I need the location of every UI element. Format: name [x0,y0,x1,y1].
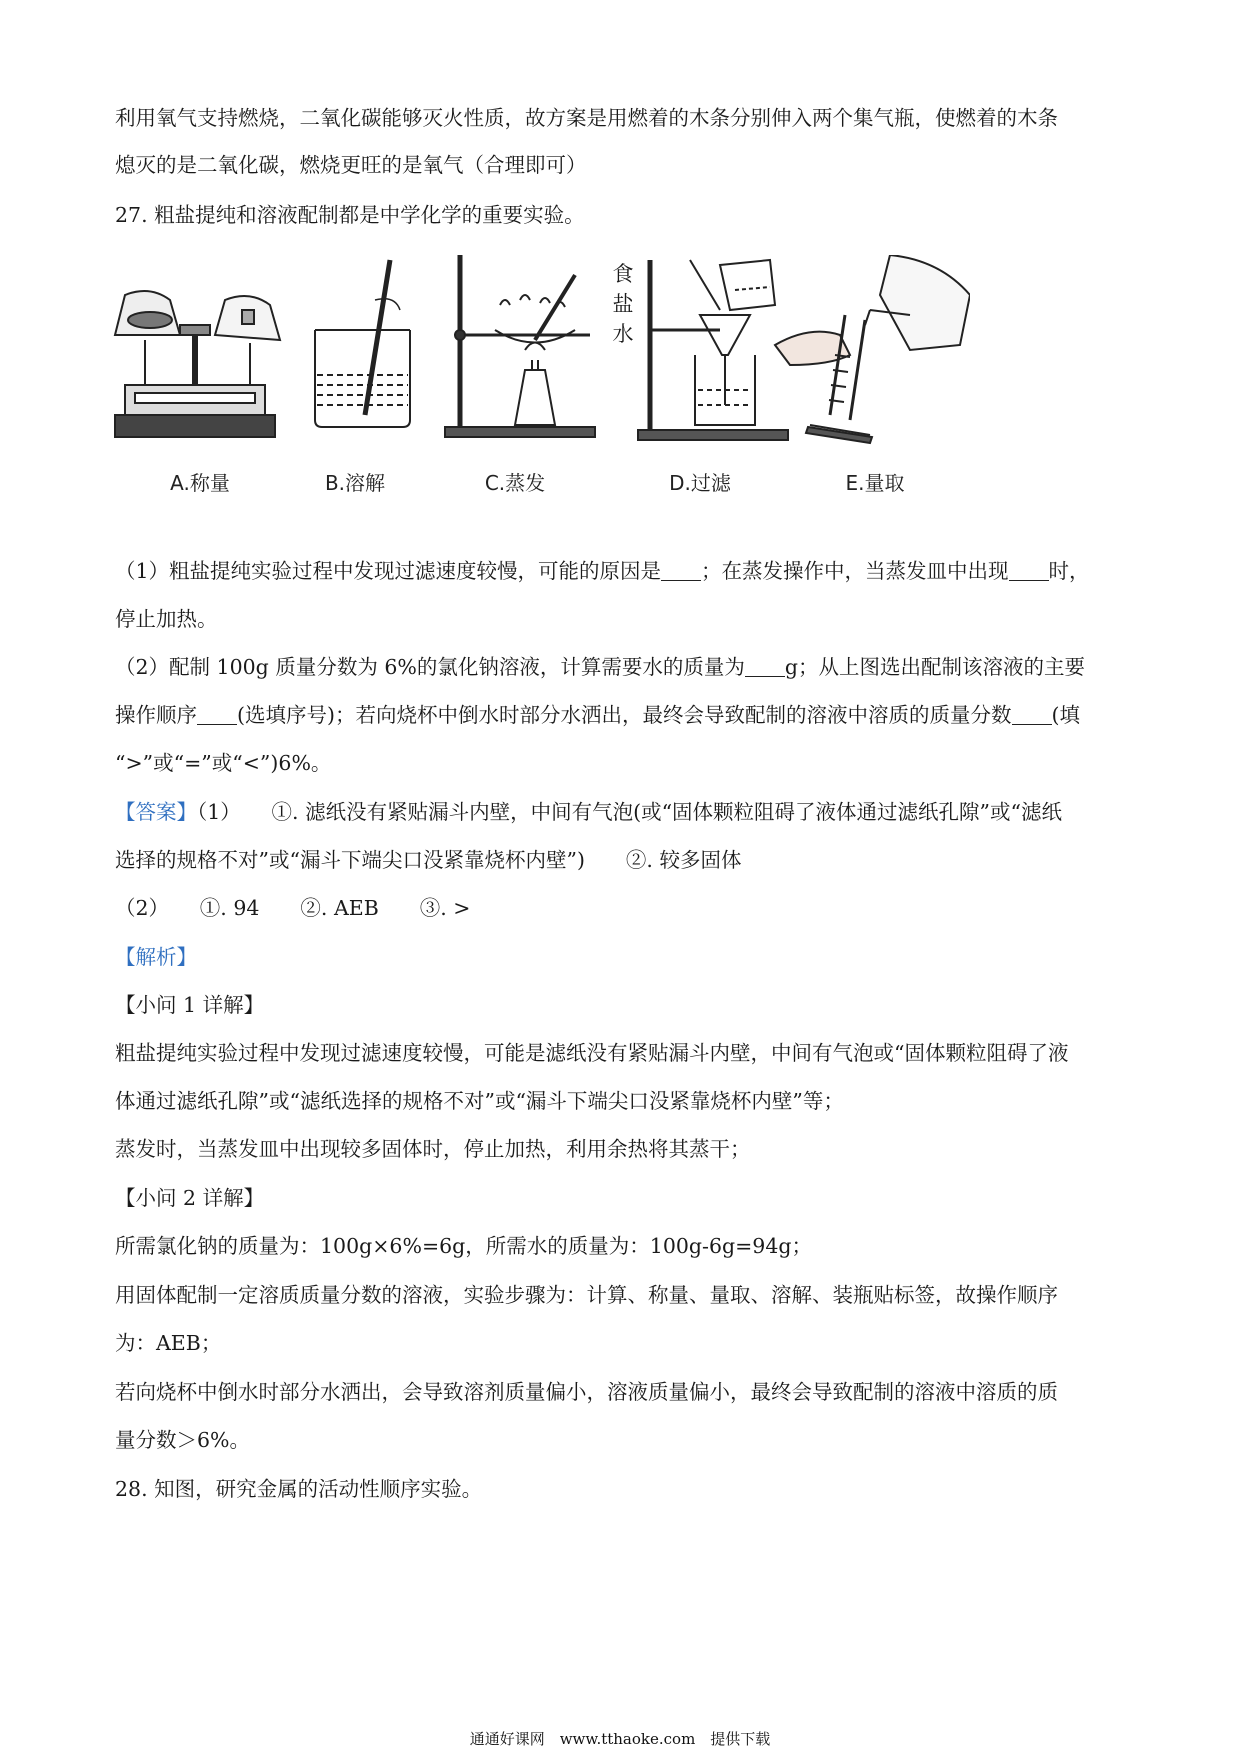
label-shui: 水 [612,322,634,346]
page-footer: 通通好课网 www.tthaoke.com 提供下载 [469,1730,771,1748]
question-28-title: 28. 知图，研究金属的活动性顺序实验。 [115,1477,483,1501]
measuring-drawing [770,255,970,525]
text-line: 熄灭的是二氧化碳，燃烧更旺的是氧气（合理即可） [115,153,587,177]
answer-label: 【答案】 [115,800,197,824]
text-line: 体通过滤纸孔隙”或“滤纸选择的规格不对”或“漏斗下端尖口没紧靠烧杯内壁”等； [115,1089,844,1113]
question-27-part2 [115,652,1135,682]
question-text: g；从上图选出配制该溶液的主要 [784,655,1085,679]
answer-line-1 [115,797,1135,827]
analysis-label: 【解析】 [115,945,197,969]
evaporation-drawing [440,255,634,525]
caption-a: A.称量 [170,471,230,495]
text-line: 选择的规格不对”或“漏斗下端尖口没紧靠烧杯内壁”) ②. 较多固体 [115,848,742,872]
question-text: （2）配制 100g 质量分数为 6%的氯化钠溶液，计算需要水的质量为 [115,655,745,679]
beaker-drawing [275,255,445,525]
text-line: 所需氯化钠的质量为：100g×6%=6g，所需水的质量为：100g-6g=94g； [115,1234,813,1258]
question-text: 操作顺序 [115,703,197,727]
answer-blank [1009,560,1049,581]
question-27-title: 27. 粗盐提纯和溶液配制都是中学化学的重要实验。 [115,203,585,227]
text-line: 利用氧气支持燃烧，二氧化碳能够灭火性质，故方案是用燃着的木条分别伸入两个集气瓶，使燃着的木条 [115,106,1058,130]
subheading: 【小问 2 详解】 [115,1186,265,1210]
question-27-part2-cont [115,700,1135,730]
caption-e: E.量取 [845,471,905,495]
question-27-part1 [115,556,1135,586]
text-line: 若向烧杯中倒水时部分水洒出，会导致溶剂质量偏小，溶液质量偏小，最终会导致配制的溶液中溶质的质 [115,1380,1058,1404]
answer-text: （1） ①. 滤纸没有紧贴漏斗内壁，中间有气泡(或“固体颗粒阻碍了液体通过滤纸孔隙”或“滤纸 [197,800,1063,824]
answer-blank [197,704,237,725]
subheading: 【小问 1 详解】 [115,993,265,1017]
balance-drawing [110,255,290,525]
text-line: 粗盐提纯实验过程中发现过滤速度较慢，可能是滤纸没有紧贴漏斗内壁，中间有气泡或“固体颗粒阻碍了液 [115,1041,1069,1065]
text-line: “>”或“=”或“<”)6%。 [115,751,332,775]
question-text: (选填序号)；若向烧杯中倒水时部分水洒出，最终会导致配制的溶液中溶质的质量分数 [237,703,1012,727]
caption-d: D.过滤 [669,471,731,495]
experiment-figure [110,255,1140,525]
text-line: 停止加热。 [115,607,218,631]
answer-blank [745,656,785,677]
question-text: 时， [1048,559,1090,583]
label-yan: 盐 [612,292,634,316]
question-text: ；在蒸发操作中，当蒸发皿中出现 [701,559,1009,583]
question-text: (填 [1051,703,1080,727]
text-line: （2） ①. 94 ②. AEB ③. > [115,896,471,920]
text-line: 蒸发时，当蒸发皿中出现较多固体时，停止加热，利用余热将其蒸干； [115,1137,751,1161]
caption-b: B.溶解 [324,471,386,495]
text-line: 为：AEB； [115,1331,222,1355]
answer-blank [661,560,701,581]
text-line: 量分数＞6%。 [115,1428,251,1452]
question-text: （1）粗盐提纯实验过程中发现过滤速度较慢，可能的原因是 [115,559,662,583]
caption-c: C.蒸发 [484,471,546,495]
label-shi: 食 [612,262,634,286]
answer-blank [1012,704,1052,725]
text-line: 用固体配制一定溶质质量分数的溶液，实验步骤为：计算、称量、量取、溶解、装瓶贴标签，故操作顺序 [115,1283,1058,1307]
